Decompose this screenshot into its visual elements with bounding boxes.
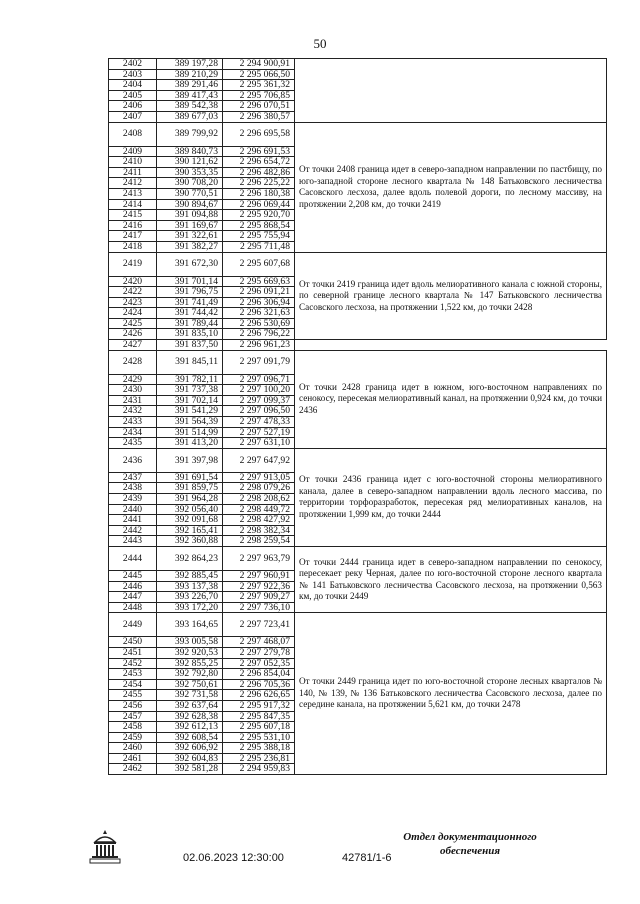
coordinate-y: 2 295 361,32 [223, 80, 295, 91]
coordinate-x: 391 169,67 [157, 220, 223, 231]
duma-emblem-icon [86, 828, 124, 866]
boundary-description: От точки 2449 граница идет по юго-восточной стороне лесных кварталов № 140, № 139, № 136 Батьковского лесничества Сасовского лесхоза, далее по середине канала, на протяжении 5,621 км, до точки 2478 [295, 613, 607, 775]
coordinate-x: 392 604,83 [157, 753, 223, 764]
point-number: 2450 [109, 637, 157, 648]
coordinate-y: 2 298 449,72 [223, 504, 295, 515]
point-number: 2425 [109, 318, 157, 329]
point-number: 2433 [109, 417, 157, 428]
point-number: 2445 [109, 570, 157, 581]
point-number: 2452 [109, 658, 157, 669]
point-number: 2428 [109, 350, 157, 374]
coordinate-x: 392 612,13 [157, 722, 223, 733]
point-number: 2419 [109, 252, 157, 276]
table-row [109, 59, 607, 70]
coordinate-x: 389 291,46 [157, 80, 223, 91]
coordinate-x: 392 885,45 [157, 570, 223, 581]
coordinate-x: 390 121,62 [157, 157, 223, 168]
coordinate-y: 2 296 225,22 [223, 178, 295, 189]
point-number: 2455 [109, 690, 157, 701]
coordinate-y: 2 297 909,27 [223, 592, 295, 603]
point-number: 2410 [109, 157, 157, 168]
boundary-description: От точки 2428 граница идет в южном, юго-восточном направлениях по сенокосу, пересекая мелиоративный канал, на протяжении 0,924 км, до точки 2436 [295, 350, 607, 448]
coordinate-x: 391 782,11 [157, 374, 223, 385]
point-number: 2434 [109, 427, 157, 438]
coordinate-y: 2 294 959,83 [223, 764, 295, 775]
coordinate-y: 2 295 388,18 [223, 743, 295, 754]
point-number: 2426 [109, 329, 157, 340]
coordinate-x: 391 094,88 [157, 210, 223, 221]
point-number: 2420 [109, 276, 157, 287]
coordinate-y: 2 296 380,57 [223, 111, 295, 122]
coordinate-x: 389 840,73 [157, 146, 223, 157]
point-number: 2438 [109, 483, 157, 494]
point-number: 2423 [109, 297, 157, 308]
point-number: 2457 [109, 711, 157, 722]
coordinate-x: 391 514,99 [157, 427, 223, 438]
point-number: 2458 [109, 722, 157, 733]
point-number: 2440 [109, 504, 157, 515]
coordinate-x: 390 353,35 [157, 167, 223, 178]
point-number: 2436 [109, 448, 157, 472]
coordinate-y: 2 297 527,19 [223, 427, 295, 438]
coordinate-y: 2 295 868,54 [223, 220, 295, 231]
coordinate-x: 392 920,53 [157, 647, 223, 658]
coordinate-x: 392 792,80 [157, 669, 223, 680]
point-number: 2427 [109, 340, 157, 351]
coordinate-y: 2 296 626,65 [223, 690, 295, 701]
point-number: 2424 [109, 308, 157, 319]
point-number: 2431 [109, 395, 157, 406]
coordinate-x: 392 165,41 [157, 525, 223, 536]
coordinate-x: 391 322,61 [157, 231, 223, 242]
coordinate-y: 2 295 847,35 [223, 711, 295, 722]
coordinates-table [108, 58, 607, 775]
coordinate-y: 2 298 427,92 [223, 515, 295, 526]
coordinate-x: 391 741,49 [157, 297, 223, 308]
coordinate-y: 2 297 100,20 [223, 385, 295, 396]
coordinate-y: 2 297 736,10 [223, 602, 295, 613]
coordinate-x: 391 737,38 [157, 385, 223, 396]
coordinate-y: 2 295 706,85 [223, 90, 295, 101]
coordinate-x: 391 564,39 [157, 417, 223, 428]
coordinate-x: 392 855,25 [157, 658, 223, 669]
coordinate-y: 2 295 755,94 [223, 231, 295, 242]
point-number: 2435 [109, 438, 157, 449]
coordinate-x: 389 197,28 [157, 59, 223, 70]
point-number: 2442 [109, 525, 157, 536]
coordinate-x: 391 397,98 [157, 448, 223, 472]
point-number: 2453 [109, 669, 157, 680]
point-number: 2403 [109, 69, 157, 80]
coordinate-y: 2 295 669,63 [223, 276, 295, 287]
coordinate-y: 2 296 691,53 [223, 146, 295, 157]
coordinate-x: 391 382,27 [157, 241, 223, 252]
table-row [109, 340, 607, 351]
coordinate-y: 2 297 647,92 [223, 448, 295, 472]
coordinate-y: 2 296 854,04 [223, 669, 295, 680]
coordinate-y: 2 297 913,05 [223, 472, 295, 483]
table-row [109, 546, 607, 570]
coordinate-y: 2 296 180,38 [223, 188, 295, 199]
coordinate-y: 2 296 695,58 [223, 122, 295, 146]
point-number: 2448 [109, 602, 157, 613]
coordinate-x: 392 864,23 [157, 546, 223, 570]
coordinate-x: 389 677,03 [157, 111, 223, 122]
point-number: 2414 [109, 199, 157, 210]
point-number: 2439 [109, 494, 157, 505]
coordinate-x: 393 226,70 [157, 592, 223, 603]
coordinate-x: 391 859,75 [157, 483, 223, 494]
coordinate-x: 391 702,14 [157, 395, 223, 406]
coordinate-y: 2 298 259,54 [223, 536, 295, 547]
department-line-2: обеспечения [439, 845, 500, 857]
coordinate-x: 392 750,61 [157, 679, 223, 690]
coordinate-x: 389 542,38 [157, 101, 223, 112]
point-number: 2441 [109, 515, 157, 526]
point-number: 2402 [109, 59, 157, 70]
coordinate-x: 390 708,20 [157, 178, 223, 189]
table-row [109, 122, 607, 146]
coordinate-x: 391 789,44 [157, 318, 223, 329]
coordinate-x: 392 056,40 [157, 504, 223, 515]
coordinate-y: 2 296 654,72 [223, 157, 295, 168]
coordinate-x: 390 894,67 [157, 199, 223, 210]
coordinate-x: 391 691,54 [157, 472, 223, 483]
coordinate-y: 2 295 066,50 [223, 69, 295, 80]
coordinate-y: 2 296 069,44 [223, 199, 295, 210]
coordinate-x: 393 164,65 [157, 613, 223, 637]
point-number: 2446 [109, 581, 157, 592]
point-number: 2454 [109, 679, 157, 690]
table-row [109, 252, 607, 276]
coordinate-x: 392 581,28 [157, 764, 223, 775]
point-number: 2451 [109, 647, 157, 658]
coordinate-y: 2 297 468,07 [223, 637, 295, 648]
coordinate-x: 392 637,64 [157, 700, 223, 711]
coordinate-x: 391 413,20 [157, 438, 223, 449]
coordinate-y: 2 296 091,21 [223, 287, 295, 298]
coordinate-y: 2 297 960,91 [223, 570, 295, 581]
point-number: 2412 [109, 178, 157, 189]
point-number: 2411 [109, 167, 157, 178]
point-number: 2437 [109, 472, 157, 483]
coordinate-x: 391 541,29 [157, 406, 223, 417]
point-number: 2456 [109, 700, 157, 711]
point-number: 2408 [109, 122, 157, 146]
coordinate-y: 2 297 096,50 [223, 406, 295, 417]
coordinate-x: 393 137,38 [157, 581, 223, 592]
stamp-date-time: 02.06.2023 12:30:00 [183, 852, 284, 864]
coordinate-x: 392 360,88 [157, 536, 223, 547]
coordinate-y: 2 295 531,10 [223, 732, 295, 743]
point-number: 2447 [109, 592, 157, 603]
coordinate-y: 2 295 236,81 [223, 753, 295, 764]
boundary-description: От точки 2408 граница идет в северо-западном направлении по пастбищу, по юго-западной стороне лесного квартала № 148 Батьковского лесничества Сасовского лесхоза, далее вдоль полевой дороги, по лесному массиву, на протяжении 2,208 км, до точки 2419 [295, 122, 607, 252]
point-number: 2413 [109, 188, 157, 199]
coordinate-x: 391 835,10 [157, 329, 223, 340]
coordinate-y: 2 296 796,22 [223, 329, 295, 340]
coordinate-x: 391 837,50 [157, 340, 223, 351]
point-number: 2462 [109, 764, 157, 775]
point-number: 2430 [109, 385, 157, 396]
coordinate-x: 389 417,43 [157, 90, 223, 101]
coordinate-x: 391 744,42 [157, 308, 223, 319]
point-number: 2432 [109, 406, 157, 417]
coordinate-y: 2 296 482,86 [223, 167, 295, 178]
coordinate-y: 2 295 920,70 [223, 210, 295, 221]
coordinate-y: 2 296 321,63 [223, 308, 295, 319]
coordinate-x: 391 964,28 [157, 494, 223, 505]
coordinate-x: 390 770,51 [157, 188, 223, 199]
coordinate-y: 2 297 091,79 [223, 350, 295, 374]
point-number: 2407 [109, 111, 157, 122]
point-number: 2415 [109, 210, 157, 221]
table-row [109, 350, 607, 374]
point-number: 2409 [109, 146, 157, 157]
table-row [109, 613, 607, 637]
coordinate-x: 391 672,30 [157, 252, 223, 276]
coordinate-y: 2 296 705,36 [223, 679, 295, 690]
coordinate-y: 2 295 607,68 [223, 252, 295, 276]
coordinate-y: 2 297 052,35 [223, 658, 295, 669]
coordinate-y: 2 295 711,48 [223, 241, 295, 252]
department-stamp [380, 830, 560, 858]
coordinate-y: 2 296 306,94 [223, 297, 295, 308]
coordinate-x: 391 796,75 [157, 287, 223, 298]
coordinate-x: 392 628,38 [157, 711, 223, 722]
point-number: 2444 [109, 546, 157, 570]
coordinate-y: 2 298 382,34 [223, 525, 295, 536]
coordinate-x: 391 845,11 [157, 350, 223, 374]
coordinate-y: 2 297 631,10 [223, 438, 295, 449]
coordinate-y: 2 295 917,32 [223, 700, 295, 711]
coordinate-x: 392 731,58 [157, 690, 223, 701]
coordinate-y: 2 297 478,33 [223, 417, 295, 428]
coordinate-x: 392 606,92 [157, 743, 223, 754]
point-number: 2406 [109, 101, 157, 112]
coordinate-x: 392 608,54 [157, 732, 223, 743]
point-number: 2459 [109, 732, 157, 743]
stamp-document-id: 42781/1-6 [342, 852, 392, 864]
point-number: 2418 [109, 241, 157, 252]
point-number: 2449 [109, 613, 157, 637]
coordinate-y: 2 298 079,26 [223, 483, 295, 494]
coordinate-y: 2 296 070,51 [223, 101, 295, 112]
point-number: 2416 [109, 220, 157, 231]
coordinate-y: 2 298 208,62 [223, 494, 295, 505]
coordinate-y: 2 297 279,78 [223, 647, 295, 658]
point-number: 2422 [109, 287, 157, 298]
point-number: 2405 [109, 90, 157, 101]
coordinate-x: 389 210,29 [157, 69, 223, 80]
point-number: 2404 [109, 80, 157, 91]
point-number: 2443 [109, 536, 157, 547]
coordinate-y: 2 297 723,41 [223, 613, 295, 637]
boundary-description: От точки 2444 граница идет в северо-западном направлении по сенокосу, пересекает реку Черная, далее по юго-восточной стороне лесного квартала № 141 Батьковского лесничества Сасовского лесхоза, на протяжении 0,563 км, до точки 2449 [295, 546, 607, 612]
coordinate-y: 2 296 961,23 [223, 340, 295, 351]
coordinate-y: 2 296 530,69 [223, 318, 295, 329]
boundary-description: От точки 2436 граница идет с юго-восточной стороны мелиоративного канала, далее в северо-западном направлении вдоль лесного массива, по территории торфоразработок, пересекая ряд мелиоративных каналов, на протяжении 1,999 км, до точки 2444 [295, 448, 607, 546]
point-number: 2461 [109, 753, 157, 764]
coordinate-x: 392 091,68 [157, 515, 223, 526]
coordinate-y: 2 294 900,91 [223, 59, 295, 70]
page-number: 50 [313, 36, 327, 51]
coordinate-x: 393 005,58 [157, 637, 223, 648]
boundary-description [295, 59, 607, 123]
coordinate-y: 2 297 099,37 [223, 395, 295, 406]
point-number: 2429 [109, 374, 157, 385]
coordinate-x: 389 799,92 [157, 122, 223, 146]
table-row [109, 448, 607, 472]
coordinate-x: 391 701,14 [157, 276, 223, 287]
department-line-1: Отдел документационного [403, 831, 537, 843]
boundary-description: От точки 2419 граница идет вдоль мелиоративного канала с южной стороны, по северной границе лесного квартала № 147 Батьковского лесничества Сасовского лесхоза, на протяжении 1,522 км, до точки 2428 [295, 252, 607, 340]
coordinate-x: 393 172,20 [157, 602, 223, 613]
coordinate-y: 2 297 963,79 [223, 546, 295, 570]
coordinate-y: 2 295 607,18 [223, 722, 295, 733]
coordinate-y: 2 297 096,71 [223, 374, 295, 385]
coordinate-y: 2 297 922,36 [223, 581, 295, 592]
point-number: 2460 [109, 743, 157, 754]
point-number: 2417 [109, 231, 157, 242]
